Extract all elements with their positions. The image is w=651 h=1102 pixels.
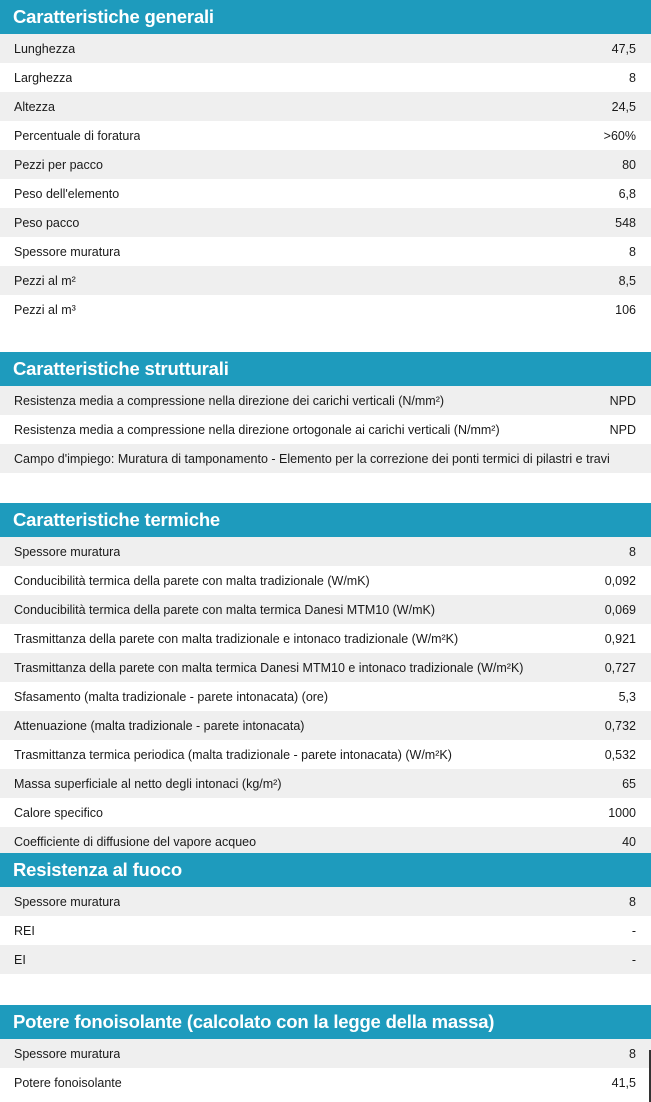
table-row — [0, 798, 651, 827]
row-value: 0,921 — [604, 631, 636, 646]
row-value: 8 — [629, 894, 636, 909]
table-row — [0, 740, 651, 769]
section-caratteristiche-termiche — [0, 503, 651, 856]
row-value: NPD — [609, 393, 636, 408]
table-row — [0, 1039, 651, 1068]
section-header: Caratteristiche termiche — [0, 503, 651, 537]
row-value: 8 — [629, 1046, 636, 1061]
section-header: Potere fonoisolante (calcolato con la legge della massa) — [0, 1005, 651, 1039]
row-value: - — [631, 952, 636, 967]
table-row — [0, 208, 651, 237]
row-label: Attenuazione (malta tradizionale - parete intonacata) — [14, 718, 305, 733]
row-label: Resistenza media a compressione nella direzione ortogonale ai carichi verticali (N/mm²) — [14, 422, 500, 437]
row-label: Resistenza media a compressione nella direzione dei carichi verticali (N/mm²) — [14, 393, 445, 408]
table-row — [0, 415, 651, 444]
row-value: NPD — [609, 422, 636, 437]
section-header: Caratteristiche generali — [0, 0, 651, 34]
table-row — [0, 295, 651, 324]
row-value: 0,069 — [604, 602, 636, 617]
table-row — [0, 624, 651, 653]
table-row — [0, 444, 651, 473]
row-label: Trasmittanza termica periodica (malta tradizionale - parete intonacata) (W/m²K) — [14, 747, 452, 762]
table-row — [0, 653, 651, 682]
row-value: 0,727 — [604, 660, 636, 675]
table-row — [0, 682, 651, 711]
table-row — [0, 827, 651, 856]
row-value: 8,5 — [618, 273, 636, 288]
row-value: 548 — [615, 215, 636, 230]
spec-table — [0, 34, 651, 324]
table-row — [0, 121, 651, 150]
row-label: Spessore muratura — [14, 894, 121, 909]
table-row — [0, 769, 651, 798]
spec-table — [0, 887, 651, 974]
table-row — [0, 945, 651, 974]
section-caratteristiche-strutturali — [0, 352, 651, 473]
row-label: Pezzi al m³ — [14, 302, 76, 317]
row-label: Altezza — [14, 99, 55, 114]
section-header: Resistenza al fuoco — [0, 853, 651, 887]
row-value: 8 — [629, 244, 636, 259]
row-label: Pezzi al m² — [14, 273, 76, 288]
row-label: EI — [14, 952, 26, 967]
spec-table — [0, 386, 651, 473]
table-row — [0, 63, 651, 92]
row-value: 0,732 — [604, 718, 636, 733]
row-label: Spessore muratura — [14, 244, 121, 259]
row-label: Conducibilità termica della parete con malta termica Danesi MTM10 (W/mK) — [14, 602, 435, 617]
row-value: 6,8 — [618, 186, 636, 201]
row-label: Spessore muratura — [14, 1046, 121, 1061]
table-row — [0, 266, 651, 295]
table-row — [0, 711, 651, 740]
table-row — [0, 34, 651, 63]
row-label: Spessore muratura — [14, 544, 121, 559]
table-row — [0, 386, 651, 415]
row-label: Pezzi per pacco — [14, 157, 103, 172]
row-label: Calore specifico — [14, 805, 103, 820]
table-row — [0, 1068, 651, 1097]
section-potere-fonoisolante — [0, 1005, 651, 1097]
row-label: Coefficiente di diffusione del vapore acqueo — [14, 834, 257, 849]
section-resistenza-al-fuoco — [0, 853, 651, 974]
row-value: - — [631, 923, 636, 938]
row-label: Conducibilità termica della parete con malta tradizionale (W/mK) — [14, 573, 370, 588]
row-value: 8 — [629, 70, 636, 85]
row-value: 65 — [622, 776, 636, 791]
row-label: Peso pacco — [14, 215, 80, 230]
row-value: 1000 — [608, 805, 636, 820]
table-row — [0, 237, 651, 266]
table-row — [0, 566, 651, 595]
row-label: Larghezza — [14, 70, 73, 85]
table-row — [0, 150, 651, 179]
row-label: Peso dell'elemento — [14, 186, 120, 201]
table-row — [0, 595, 651, 624]
row-value: 5,3 — [618, 689, 636, 704]
row-label: Sfasamento (malta tradizionale - parete intonacata) (ore) — [14, 689, 329, 704]
table-row — [0, 537, 651, 566]
section-header: Caratteristiche strutturali — [0, 352, 651, 386]
row-value: 0,092 — [604, 573, 636, 588]
row-label: Trasmittanza della parete con malta termica Danesi MTM10 e intonaco tradizionale (W/m²K) — [14, 660, 524, 675]
table-row — [0, 179, 651, 208]
table-row — [0, 916, 651, 945]
table-row — [0, 92, 651, 121]
row-value: 0,532 — [604, 747, 636, 762]
row-label: Campo d'impiego: Muratura di tamponamento - Elemento per la correzione dei ponti termici di pilastri e travi — [14, 451, 610, 466]
row-value: 8 — [629, 544, 636, 559]
row-value: 41,5 — [611, 1075, 636, 1090]
spec-table — [0, 537, 651, 856]
row-label: Trasmittanza della parete con malta tradizionale e intonaco tradizionale (W/m²K) — [14, 631, 459, 646]
row-value: 24,5 — [611, 99, 636, 114]
row-label: Percentuale di foratura — [14, 128, 141, 143]
section-caratteristiche-generali — [0, 0, 651, 324]
row-label: Potere fonoisolante — [14, 1075, 122, 1090]
table-row — [0, 887, 651, 916]
row-value: 40 — [622, 834, 636, 849]
row-label: REI — [14, 923, 35, 938]
row-value: 47,5 — [611, 41, 636, 56]
row-value: >60% — [603, 128, 636, 143]
row-label: Lunghezza — [14, 41, 76, 56]
row-value: 106 — [615, 302, 636, 317]
spec-table — [0, 1039, 651, 1097]
row-label: Massa superficiale al netto degli intonaci (kg/m²) — [14, 776, 282, 791]
row-value: 80 — [622, 157, 636, 172]
